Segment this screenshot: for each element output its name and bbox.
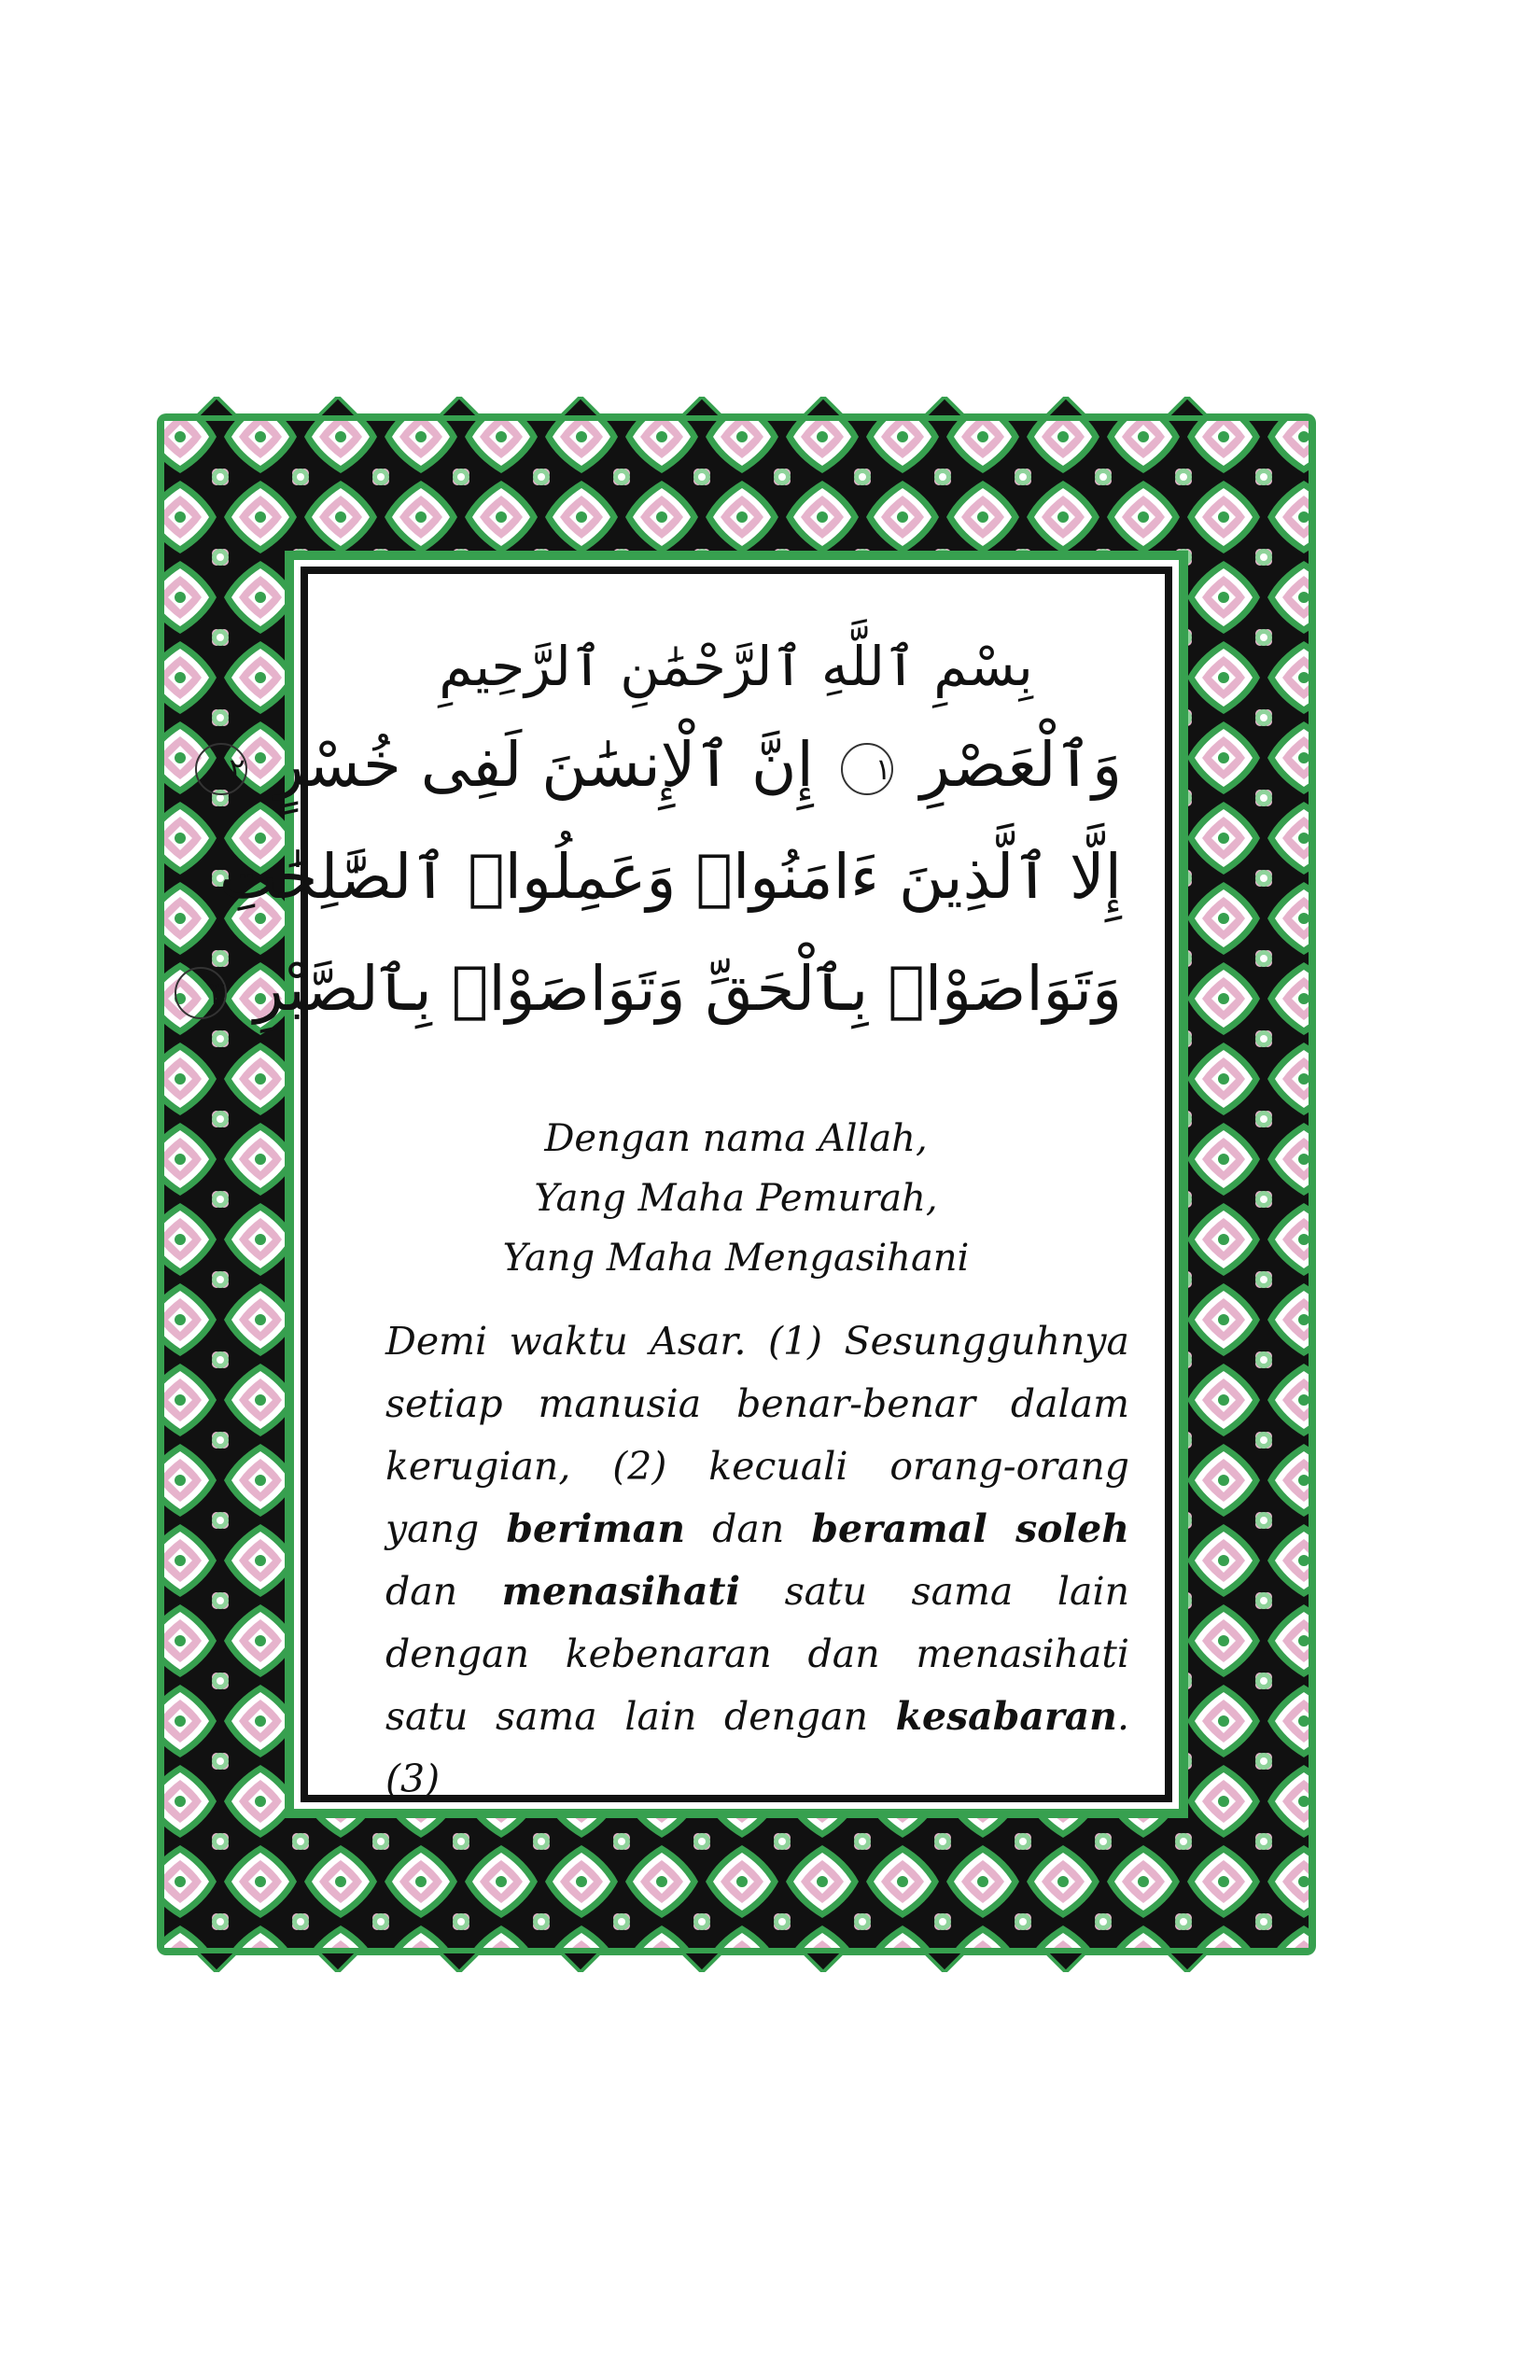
basmala: بِسْمِ ٱللَّهِ ٱلرَّحْمَٰنِ ٱلرَّحِيمِ <box>439 635 1033 698</box>
heading-line: Yang Maha Pemurah, <box>534 1177 938 1220</box>
ayah-number-marker: ١ <box>841 743 893 795</box>
heading-line: Yang Maha Mengasihani <box>502 1237 970 1280</box>
emphasis-term: beramal soleh <box>811 1506 1129 1551</box>
translation-text: Demi waktu Asar. (1) Sesungguhnya setiap manusia benar-benar dalam kerugian, (2) kecuali orang-orang yang <box>385 1319 1129 1551</box>
arabic-verse-line-3 <box>208 952 1122 1026</box>
heading-line: Dengan nama Allah, <box>544 1117 928 1160</box>
translation-text: dan <box>385 1569 502 1614</box>
ayah-number-marker: ٢ <box>195 743 247 795</box>
translation-text: . (3) <box>385 1694 1129 1801</box>
ayah-number-marker: ٣ <box>175 967 227 1019</box>
arabic-word-group: وَٱلْعَصْرِ <box>919 729 1122 801</box>
emphasis-term: beriman <box>506 1506 686 1551</box>
arabic-word-group: وَتَوَاصَوْا۟ بِٱلْحَقِّ وَتَوَاصَوْا۟ بِٱلصَّبْرِ <box>254 953 1122 1025</box>
emphasis-term: menasihati <box>501 1569 741 1614</box>
translation-paragraph <box>385 1310 1129 1811</box>
arabic-verse-line-1 <box>229 728 1122 802</box>
translation-heading <box>313 1109 1159 1288</box>
translation-text: dan <box>685 1506 812 1551</box>
translation-text: satu sama lain dengan kebenaran dan menasihati satu sama lain dengan <box>385 1569 1129 1739</box>
arabic-word-group: إِنَّ ٱلْإِنسَٰنَ لَفِى خُسْرٍ <box>273 729 814 801</box>
text-panel <box>208 579 1159 1801</box>
arabic-verse-line-2: إِلَّا ٱلَّذِينَ ءَامَنُوا۟ وَعَمِلُوا۟ ٱلصَّٰلِحَٰتِ <box>218 841 1122 913</box>
emphasis-term: kesabaran <box>895 1694 1117 1739</box>
